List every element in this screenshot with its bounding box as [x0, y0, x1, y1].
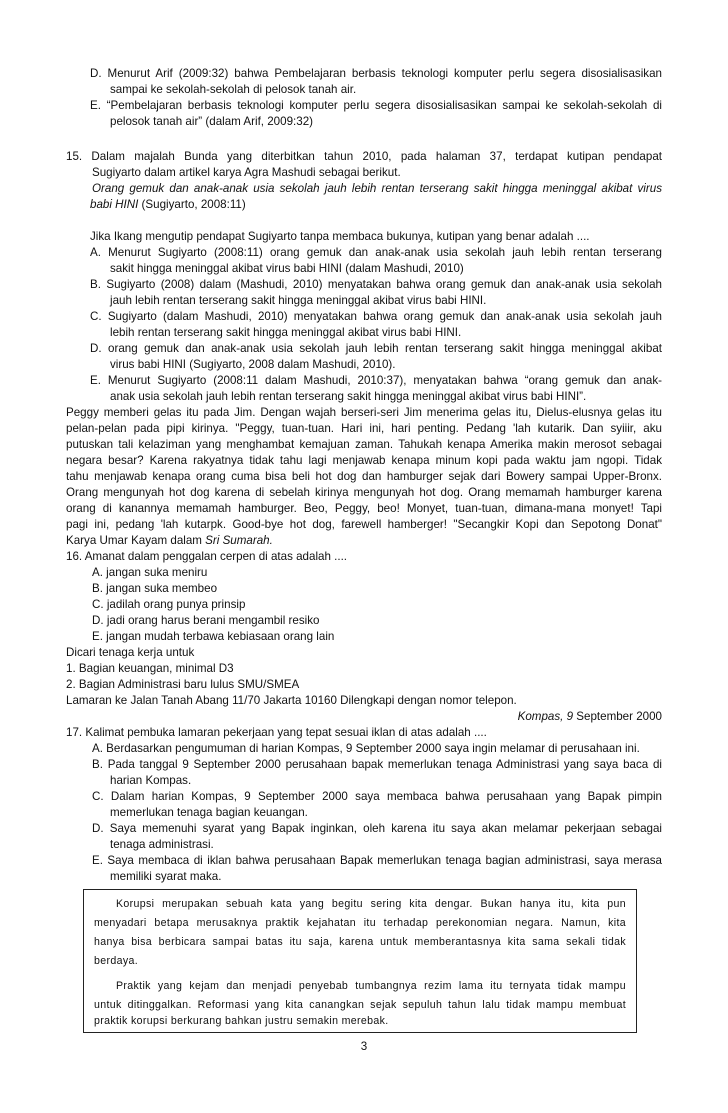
- q17-stem: 17. Kalimat pembuka lamaran pekerjaan yang tepat sesuai iklan di atas adalah ....: [66, 726, 487, 739]
- page-number: 3: [360, 1040, 368, 1053]
- box-p2-line: untuk ditinggalkan. Reformasi yang kita canangkan sejak sepuluh tahun lalu tidak mampu membuat: [94, 999, 626, 1011]
- passage-line: putuskan tali kelaziman yang menghambat kemajuan zaman. Tahukah kenapa Amerika makin merosot sebagai: [66, 438, 662, 451]
- passage-source-prefix: Karya Umar Kayam dalam: [66, 534, 206, 547]
- q14-option-d-line2: sampai ke sekolah-sekolah di pelosok tanah air.: [110, 83, 357, 96]
- passage-line: Orang mengunyah hot dog karena di sebelah kirinya mengunyah hot dog. Orang memamah hamburger karena: [66, 486, 662, 499]
- q15-option-e-line2: anak usia sekolah jauh lebih rentan terserang sakit hingga meninggal akibat virus babi HINI”.: [110, 390, 587, 403]
- q17-option-a: A. Berdasarkan pengumuman di harian Kompas, 9 September 2000 saya ingin melamar di perusahaan ini.: [92, 742, 640, 755]
- q15-stem-line1: 15. Dalam majalah Bunda yang diterbitkan tahun 2010, pada halaman 37, terdapat kutipan pendapat: [66, 150, 662, 163]
- passage-line: pelan-pelan pada pipi kirinya. "Peggy, tuan-tuan. Hari ini, hari penting. Pedang 'lah kutarik. Dan syiiir, aku: [66, 422, 662, 435]
- box-p1-line: berdaya.: [94, 955, 139, 967]
- passage-line: negara besar? Karena rakyatnya tidak tahu lagi menjawab kenapa minum kopi pada waktu jam ngopi. Tidak: [66, 454, 662, 467]
- q17-option-e-line2: memiliki syarat maka.: [110, 870, 222, 883]
- q17-option-c-line2: memerlukan tenaga bagian keuangan.: [110, 806, 308, 819]
- passage-source-title: Sri Sumarah.: [205, 534, 273, 547]
- passage-source: [66, 533, 273, 549]
- q17-option-d-line1: D. Saya memenuhi syarat yang Bapak inginkan, oleh karena itu saya akan melamar pekerjaan sebagai: [92, 822, 662, 835]
- q15-option-c-line2: lebih rentan terserang sakit hingga meninggal akibat virus babi HINI.: [110, 326, 462, 339]
- q17-option-c-line1: C. Dalam harian Kompas, 9 September 2000 saya membaca bahwa perusahaan yang Bapak pimpin: [92, 790, 662, 803]
- q15-option-d-line2: virus babi HINI (Sugiyarto, 2008 dalam Mashudi, 2010).: [110, 358, 396, 371]
- q15-quote-line2: [90, 197, 246, 213]
- passage-line: Peggy memberi gelas itu pada Jim. Dengan wajah berseri-seri Jim menerima gelas itu, Dielus-elusnya gelas itu: [66, 406, 662, 419]
- q16-option-a: A. jangan suka meniru: [92, 566, 208, 579]
- ad-source: [300, 709, 662, 725]
- q15-option-a-line2: sakit hingga meninggal akibat virus babi HINI (dalam Mashudi, 2010): [110, 262, 464, 275]
- q15-option-a-line1: A. Menurut Sugiyarto (2008:11) orang gemuk dan anak-anak usia sekolah jauh lebih rentan terserang: [90, 246, 662, 259]
- q17-option-d-line2: tenaga administrasi.: [110, 838, 214, 851]
- q16-stem: 16. Amanat dalam penggalan cerpen di atas adalah ....: [66, 550, 348, 563]
- box-p1-line: Korupsi merupakan sebuah kata yang begitu sering kita dengar. Bukan hanya itu, kita pun: [116, 898, 626, 910]
- q15-quote-citation: (Sugiyarto, 2008:11): [138, 198, 246, 211]
- passage-line: tahu menjawab kenapa orang cuma bisa beli hot dog dan hamburger sejak dari Bowery sampai Upper-Bronx.: [66, 470, 662, 483]
- q15-option-b-line2: jauh lebih rentan terserang sakit hingga meninggal akibat virus babi HINI.: [110, 294, 487, 307]
- passage-line: orang di kanannya memamah hamburger. Beo, Peggy, beo! Monyet, tuan-tuan, dimana-mana monyet! Tapi: [66, 502, 662, 515]
- q15-stem-line2: Sugiyarto dalam artikel karya Agra Mashudi sebagai berikut.: [92, 166, 401, 179]
- ad-line: 2. Bagian Administrasi baru lulus SMU/SMEA: [66, 678, 300, 691]
- q15-option-d-line1: D. orang gemuk dan anak-anak usia sekolah jauh lebih rentan terserang sakit hingga meninggal akibat: [90, 342, 662, 355]
- q17-option-e-line1: E. Saya membaca di iklan bahwa perusahaan Bapak memerlukan tenaga bagian administrasi, saya merasa: [92, 854, 662, 867]
- q15-quote-italic: babi HINI: [90, 198, 139, 211]
- q15-option-c-line1: C. Sugiyarto (dalam Mashudi, 2010) menyatakan bahwa orang gemuk dan anak-anak usia sekolah jauh: [90, 310, 662, 323]
- ad-line: Lamaran ke Jalan Tanah Abang 11/70 Jakarta 10160 Dilengkapi dengan nomor telepon.: [66, 694, 517, 707]
- q14-option-e-line1: E. “Pembelajaran berbasis teknologi komputer perlu segera disosialisasikan sampai ke sekolah-sekolah di: [90, 99, 662, 112]
- q15-quote-line1: Orang gemuk dan anak-anak usia sekolah jauh lebih rentan terserang sakit hingga meninggal akibat virus: [92, 182, 662, 195]
- box-p2-line: Praktik yang kejam dan menjadi penyebab tumbangnya rezim lama itu ternyata tidak mampu: [116, 980, 626, 992]
- ad-source-date: September 2000: [573, 710, 662, 723]
- ad-line: Dicari tenaga kerja untuk: [66, 646, 195, 659]
- q15-option-b-line1: B. Sugiyarto (2008) dalam (Mashudi, 2010) menyatakan bahwa orang gemuk dan anak-anak usia sekolah: [90, 278, 662, 291]
- q17-option-b-line1: B. Pada tanggal 9 September 2000 perusahaan bapak memerlukan tenaga Administrasi yang saya baca di: [92, 758, 662, 771]
- ad-source-italic: Kompas, 9: [517, 710, 574, 723]
- q14-option-e-line2: pelosok tanah air” (dalam Arif, 2009:32): [110, 115, 314, 128]
- box-p1-line: menyadari betapa merusaknya praktik kejahatan itu terhadap perekonomian negara. Namun, kita: [94, 917, 626, 929]
- q16-option-c: C. jadilah orang punya prinsip: [92, 598, 246, 611]
- reading-text-box: [83, 889, 637, 1033]
- box-p2-line: praktik korupsi berkurang bahkan justru semakin merebak.: [94, 1015, 389, 1027]
- q16-option-e: E. jangan mudah terbawa kebiasaan orang lain: [92, 630, 335, 643]
- box-p1-line: hanya bisa berbicara sampai batas itu saja, karena untuk memberantasnya kita sama sekali tidak: [94, 936, 626, 948]
- q14-option-d-line1: D. Menurut Arif (2009:32) bahwa Pembelajaran berbasis teknologi komputer perlu segera disosialisasikan: [90, 67, 662, 80]
- ad-line: 1. Bagian keuangan, minimal D3: [66, 662, 234, 675]
- q16-option-b: B. jangan suka membeo: [92, 582, 218, 595]
- q16-option-d: D. jadi orang harus berani mengambil resiko: [92, 614, 320, 627]
- passage-line: pagi ini, pedang 'lah kutarpk. Good-bye hot dog, farewell hamberger! "Secangkir Kopi dan Sepotong Donat": [66, 518, 662, 531]
- q15-question: Jika Ikang mengutip pendapat Sugiyarto tanpa membaca bukunya, kutipan yang benar adalah ....: [90, 230, 590, 243]
- q17-option-b-line2: harian Kompas.: [110, 774, 192, 787]
- q15-option-e-line1: E. Menurut Sugiyarto (2008:11 dalam Mashudi, 2010:37), menyatakan bahwa “orang gemuk dan anak-: [90, 374, 662, 387]
